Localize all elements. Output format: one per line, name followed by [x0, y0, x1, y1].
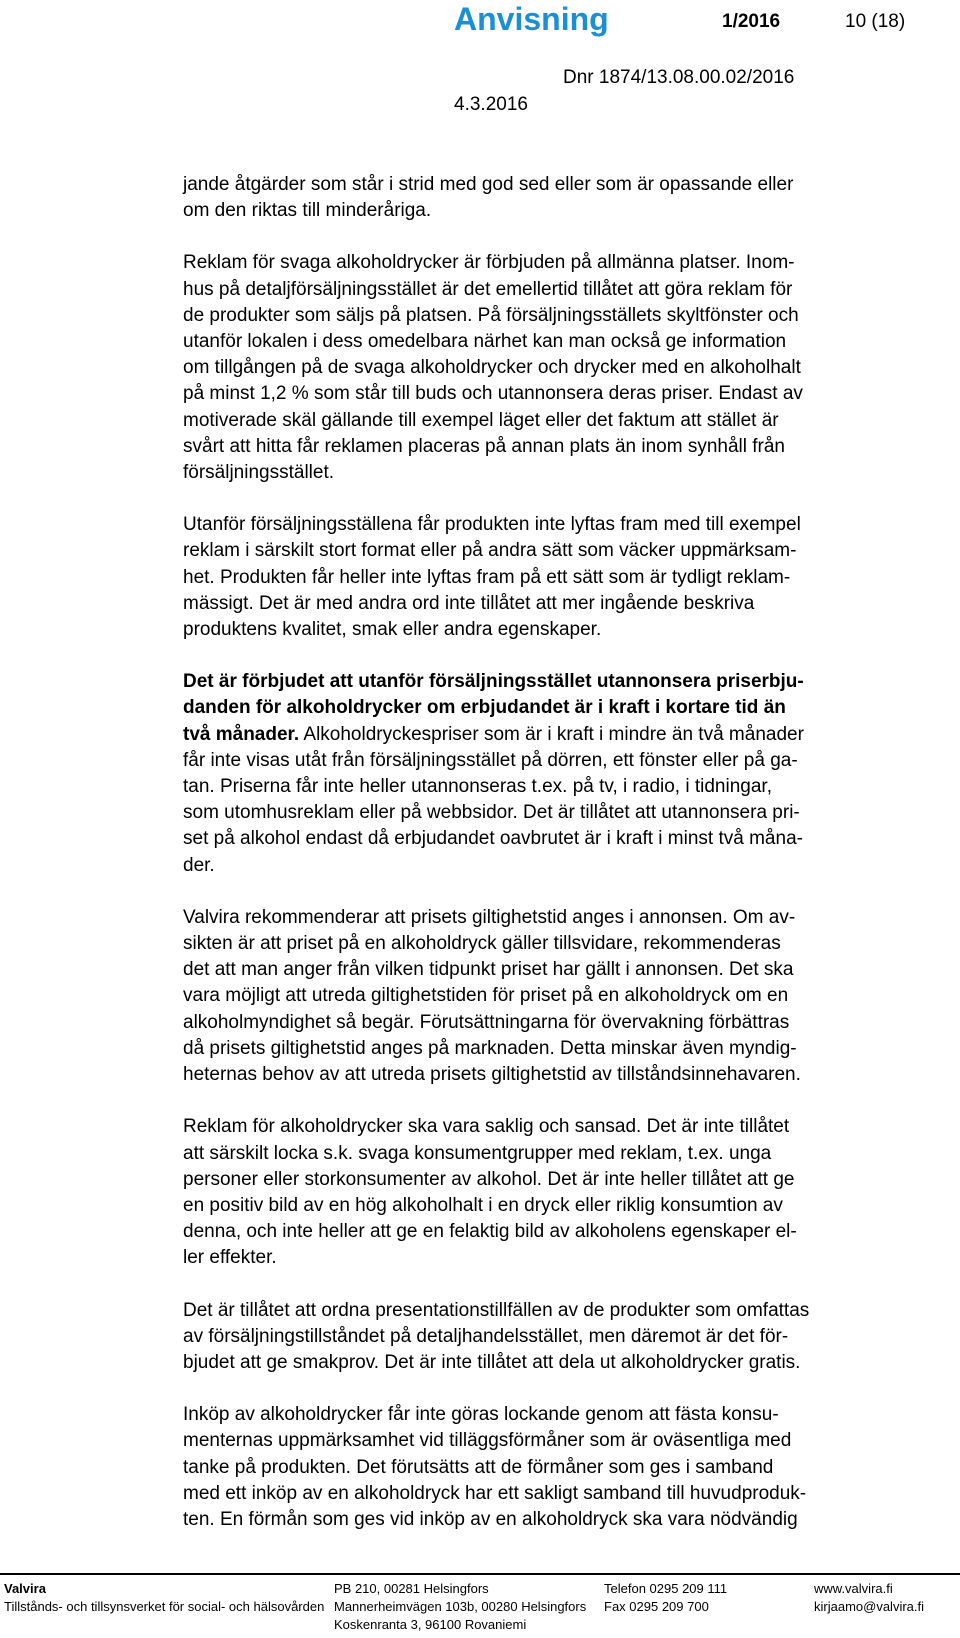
footer-org-name: Valvira — [4, 1581, 46, 1596]
document-type-title: Anvisning — [454, 1, 609, 37]
text-line: mässigt. Det är med andra ord inte tillåtet att mer ingående beskriva — [183, 592, 755, 614]
text-line: motiverade skäl gällande till exempel läget eller det faktum att stället är — [183, 409, 779, 431]
text-line: Inköp av alkoholdrycker får inte göras lockande genom att fästa konsu- — [183, 1404, 779, 1426]
footer-address: Mannerheimvägen 103b, 00280 Helsingfors — [334, 1599, 587, 1614]
text-line: reklam i särskilt stort format eller på andra sätt som väcker uppmärksam- — [183, 540, 797, 562]
document-number: 1/2016 — [722, 11, 781, 32]
text-line: alkoholmyndighet så begär. Förutsättningarna för övervakning förbättras — [183, 1011, 790, 1033]
text-line: det att man anger från vilken tidpunkt priset har gällt i annonsen. Det ska — [183, 959, 794, 981]
text-line: om tillgången på de svaga alkoholdrycker och drycker med en alkoholhalt — [183, 357, 801, 379]
footer-address: PB 210, 00281 Helsingfors — [334, 1581, 489, 1596]
text-line: ler effekter. — [183, 1247, 277, 1269]
footer-org-description: Tillstånds- och tillsynsverket för social- och hälsovården — [4, 1599, 325, 1614]
text-line: om den riktas till minderåriga. — [183, 200, 432, 222]
footer-fax: Fax 0295 209 700 — [604, 1599, 709, 1614]
footer-addresses — [334, 1580, 586, 1634]
text-line: att särskilt locka s.k. svaga konsumentgrupper med reklam, t.ex. unga — [183, 1142, 772, 1164]
text-line: utanför lokalen i dess omedelbara närhet kan man också ge information — [183, 331, 787, 353]
text-line: svårt att hitta får reklamen placeras på annan plats än inom synhåll från — [183, 435, 785, 457]
bold-text-line: danden för alkoholdrycker om erbjudandet är i kraft i kortare tid än — [183, 697, 786, 719]
text-line: Det är tillåtet att ordna presentationstillfällen av de produkter som omfattas — [183, 1299, 810, 1321]
text-line: bjudet att ge smakprov. Det är inte tillåtet att dela ut alkoholdrycker gratis. — [183, 1351, 801, 1373]
footer-phone — [604, 1580, 727, 1616]
text-line: het. Produkten får heller inte lyftas fram på ett sätt som är tydligt reklam- — [183, 566, 791, 588]
text-line: på minst 1,2 % som står till buds och utannonsera deras priser. Endast av — [183, 383, 803, 405]
text-line: med ett inköp av en alkoholdryck har ett sakligt samband till huvudproduk- — [183, 1482, 807, 1504]
text-line: vara möjligt att utreda giltighetstiden för priset på en alkoholdryck om en — [183, 985, 789, 1007]
footer-website-link[interactable]: www.valvira.fi — [814, 1581, 893, 1596]
text-line: de produkter som säljs på platsen. På försäljningsställets skyltfönster och — [183, 304, 799, 326]
footer-email-link[interactable]: kirjaamo@valvira.fi — [814, 1599, 924, 1614]
document-body — [183, 172, 951, 1559]
text-line: der. — [183, 854, 215, 876]
text-line: personer eller storkonsumenter av alkohol. Det är inte heller tillåtet att ge — [183, 1168, 795, 1190]
footer-web — [814, 1580, 924, 1616]
paragraph — [183, 669, 951, 879]
footer-address: Koskenranta 3, 96100 Rovaniemi — [334, 1617, 527, 1632]
bold-text-fragment: två månader. — [183, 723, 300, 745]
text-line: av försäljningstillståndet på detaljhandelsstället, men däremot är det för- — [183, 1325, 789, 1347]
paragraph — [183, 512, 951, 643]
bold-text-line: Det är förbjudet att utanför försäljningsstället utannonsera priserbju- — [183, 671, 804, 693]
paragraph — [183, 250, 951, 486]
text-line: Reklam för svaga alkoholdrycker är förbjuden på allmänna platser. Inom- — [183, 252, 795, 274]
paragraph — [183, 1114, 951, 1271]
text-line: Reklam för alkoholdrycker ska vara saklig och sansad. Det är inte tillåtet — [183, 1116, 790, 1138]
footer-organization — [4, 1580, 324, 1616]
text-line: en positiv bild av en hög alkoholhalt i en dryck eller riklig konsumtion av — [183, 1194, 783, 1216]
text-line: försäljningsstället. — [183, 462, 335, 484]
text-line: ten. En förmån som ges vid inköp av en alkoholdryck ska vara nödvändig — [183, 1508, 798, 1530]
text-line: set på alkohol endast då erbjudandet oavbrutet är i kraft i minst två måna- — [183, 828, 803, 850]
text-line: Valvira rekommenderar att prisets giltighetstid anges i annonsen. Om av- — [183, 906, 796, 928]
text-line: produktens kvalitet, smak eller andra egenskaper. — [183, 619, 602, 641]
text-line: jande åtgärder som står i strid med god sed eller som är opassande eller — [183, 174, 794, 195]
paragraph — [183, 905, 951, 1088]
text-line: hus på detaljförsäljningsstället är det emellertid tillåtet att göra reklam för — [183, 278, 793, 300]
text-line: heternas behov av att utreda prisets giltighetstid av tillståndsinnehavaren. — [183, 1064, 801, 1086]
page-number: 10 (18) — [845, 11, 906, 32]
document-date: 4.3.2016 — [454, 94, 528, 115]
paragraph — [183, 1298, 951, 1377]
text-line: får inte visas utåt från försäljningsstället på dörren, ett fönster eller på ga- — [183, 749, 798, 771]
text-line: menternas uppmärksamhet vid tilläggsförmåner som är oväsentliga med — [183, 1430, 792, 1452]
text-line — [183, 722, 951, 748]
text-line: som utomhusreklam eller på webbsidor. Det är tillåtet att utannonsera pri- — [183, 802, 800, 824]
registration-number: Dnr 1874/13.08.00.02/2016 — [563, 67, 795, 88]
footer-divider — [0, 1573, 960, 1575]
paragraph — [183, 172, 951, 224]
text-line: tanke på produkten. Det förutsätts att de förmåner som ges i samband — [183, 1456, 774, 1478]
text-line: denna, och inte heller att ge en felaktig bild av alkoholens egenskaper el- — [183, 1221, 797, 1243]
text-line: sikten är att priset på en alkoholdryck gäller tillsvidare, rekommenderas — [183, 933, 781, 955]
text-line: då prisets giltighetstid anges på marknaden. Detta minskar även myndig- — [183, 1037, 797, 1059]
text-fragment: Alkoholdryckespriser som är i kraft i mindre än två månader — [299, 723, 804, 745]
text-line: tan. Priserna får inte heller utannonseras t.ex. på tv, i radio, i tidningar, — [183, 776, 772, 798]
footer-telephone: Telefon 0295 209 111 — [604, 1581, 728, 1596]
text-line: Utanför försäljningsställena får produkten inte lyftas fram med till exempel — [183, 514, 801, 536]
paragraph — [183, 1402, 951, 1533]
